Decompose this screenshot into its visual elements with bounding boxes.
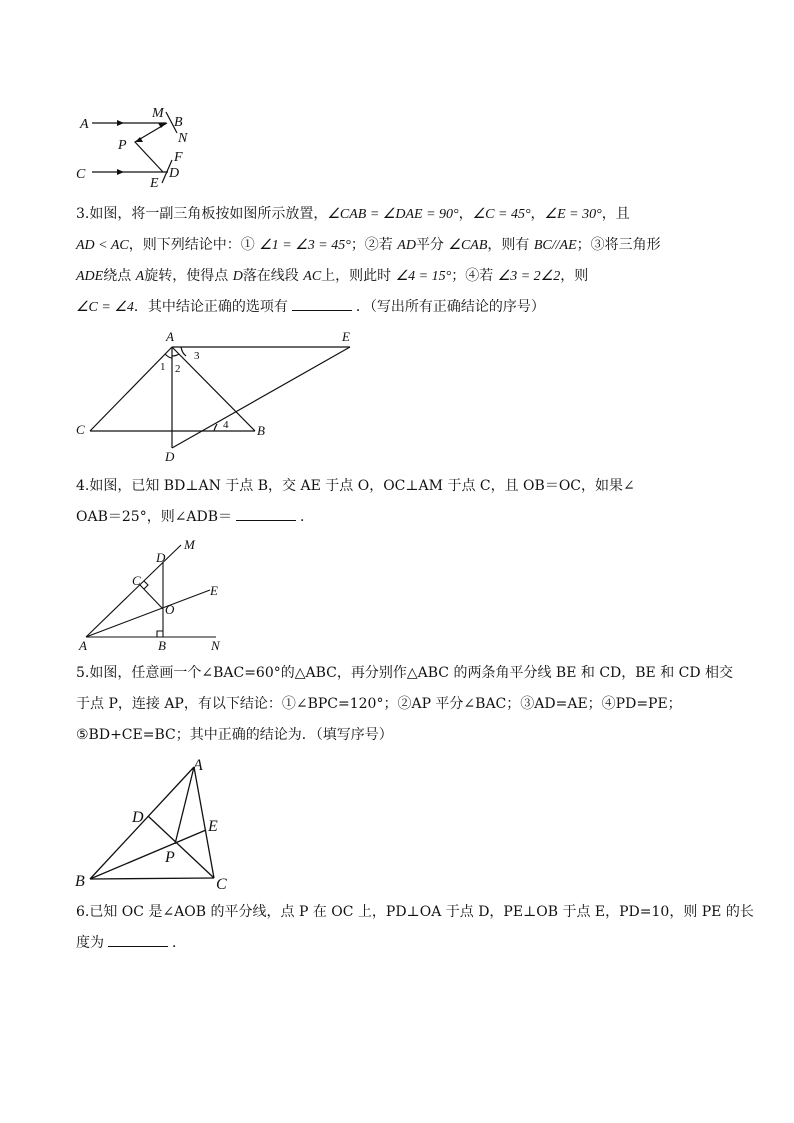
answer-blank[interactable]	[292, 294, 352, 311]
question-5-line-3: ⑤BD+CE=BC；其中正确的结论为．（填写序号）	[76, 727, 393, 743]
label-D: D	[156, 550, 166, 565]
text: 上，则此时	[321, 268, 396, 284]
label-O: O	[165, 602, 175, 617]
text: ；④若	[451, 268, 498, 284]
question-5-line-2: 于点 P，连接 AP，有以下结论：①∠BPC=120°；②AP 平分∠BAC；③AD=AE；④PD=PE；	[76, 696, 682, 712]
label-M: M	[152, 106, 164, 121]
math: ∠3 = 2∠2	[497, 269, 561, 284]
label-D: D	[169, 166, 180, 181]
math: AC	[303, 269, 322, 284]
angle-2-label: 2	[175, 363, 181, 375]
math: ∠4 = 15°	[395, 269, 452, 284]
math: ∠CAB = ∠DAE = 90°	[327, 207, 459, 222]
label-A: A	[79, 638, 87, 653]
label-B: B	[75, 873, 85, 890]
math: AD < AC	[76, 238, 129, 253]
label-B: B	[158, 638, 166, 653]
text: ，	[530, 206, 545, 222]
text: 平分	[415, 237, 449, 253]
label-E: E	[210, 583, 218, 598]
answer-blank[interactable]	[108, 930, 168, 947]
angle-1-label: 1	[160, 361, 166, 373]
angle-4-label: 4	[223, 419, 229, 431]
label-N: N	[178, 131, 188, 146]
label-P: P	[118, 138, 127, 153]
math: ∠CAB	[448, 238, 488, 253]
text: ．其中结论正确的选项有	[133, 299, 288, 315]
question-5-line-1: 5.如图，任意画一个∠BAC=60°的△ABC，再分别作△ABC 的两条角平分线 BE 和 CD，BE 和 CD 相交	[76, 665, 734, 681]
figure-triangle-set	[68, 328, 368, 466]
math: ∠C = ∠4	[76, 300, 134, 315]
text: ．（写出所有正确结论的序号）	[355, 299, 545, 315]
label-A: A	[80, 117, 89, 132]
text: ，	[458, 206, 473, 222]
question-4	[76, 471, 726, 533]
label-D: D	[165, 449, 175, 464]
text: ；③将三角形	[576, 237, 661, 253]
text: 度为	[76, 935, 104, 951]
label-C: C	[76, 422, 85, 437]
question-4-line-1: 4.如图，已知 BD⊥AN 于点 B，交 AE 于点 O，OC⊥AM 于点 C，且 OB＝OC，如果∠	[76, 478, 635, 494]
figure-triangle-bisectors	[70, 752, 240, 894]
question-3-line-3	[76, 261, 726, 292]
text: ，则有	[487, 237, 534, 253]
label-C: C	[132, 573, 141, 588]
label-F: F	[174, 150, 183, 165]
math: A	[135, 269, 145, 284]
text: ；②若	[350, 237, 398, 253]
math: D	[232, 269, 243, 284]
text: ．	[300, 509, 315, 525]
label-E: E	[208, 818, 218, 835]
question-6-line-2	[76, 928, 726, 959]
math: ADE	[76, 269, 104, 284]
question-6-line-1: 6.已知 OC 是∠AOB 的平分线，点 P 在 OC 上，PD⊥OA 于点 D，PE⊥OB 于点 E，PD=10，则 PE 的长	[76, 904, 754, 920]
text: 绕点	[103, 268, 136, 284]
label-A: A	[166, 329, 174, 344]
question-6	[76, 897, 754, 959]
text: ，则	[560, 268, 589, 284]
angle-3-label: 3	[194, 350, 200, 362]
question-3-line-2	[76, 230, 726, 261]
question-3-line-4	[76, 292, 726, 323]
label-N: N	[211, 638, 220, 653]
text: OAB＝25°，则∠ADB＝	[76, 509, 233, 525]
question-5	[76, 658, 734, 751]
label-P: P	[165, 849, 175, 866]
label-E: E	[342, 329, 350, 344]
label-C: C	[216, 876, 227, 893]
label-A: A	[193, 757, 203, 774]
math: ∠C = 45°	[472, 207, 531, 222]
label-D: D	[132, 809, 144, 826]
question-3	[76, 199, 726, 323]
question-3-line-1	[76, 199, 726, 230]
math: ∠1 = ∠3 = 45°	[259, 238, 351, 253]
math: BC//AE	[533, 238, 577, 253]
text: ，则下列结论中：①	[128, 237, 260, 253]
text: 落在线段	[242, 268, 304, 284]
label-E: E	[150, 176, 159, 191]
figure-angle-bisector	[70, 535, 240, 657]
text: 3.如图，将一副三角板按如图所示放置，	[76, 206, 328, 222]
math: AD	[397, 238, 416, 253]
label-B: B	[257, 423, 265, 438]
label-B: B	[174, 115, 183, 130]
text: ．	[172, 935, 186, 951]
label-C: C	[76, 167, 86, 182]
math: ∠E = 30°	[544, 207, 602, 222]
figure-parallel-lines	[70, 100, 200, 192]
answer-blank[interactable]	[236, 504, 296, 521]
text: 旋转，使得点	[144, 268, 233, 284]
question-4-line-2	[76, 502, 726, 533]
label-M: M	[184, 537, 195, 552]
text: ，且	[601, 206, 630, 222]
